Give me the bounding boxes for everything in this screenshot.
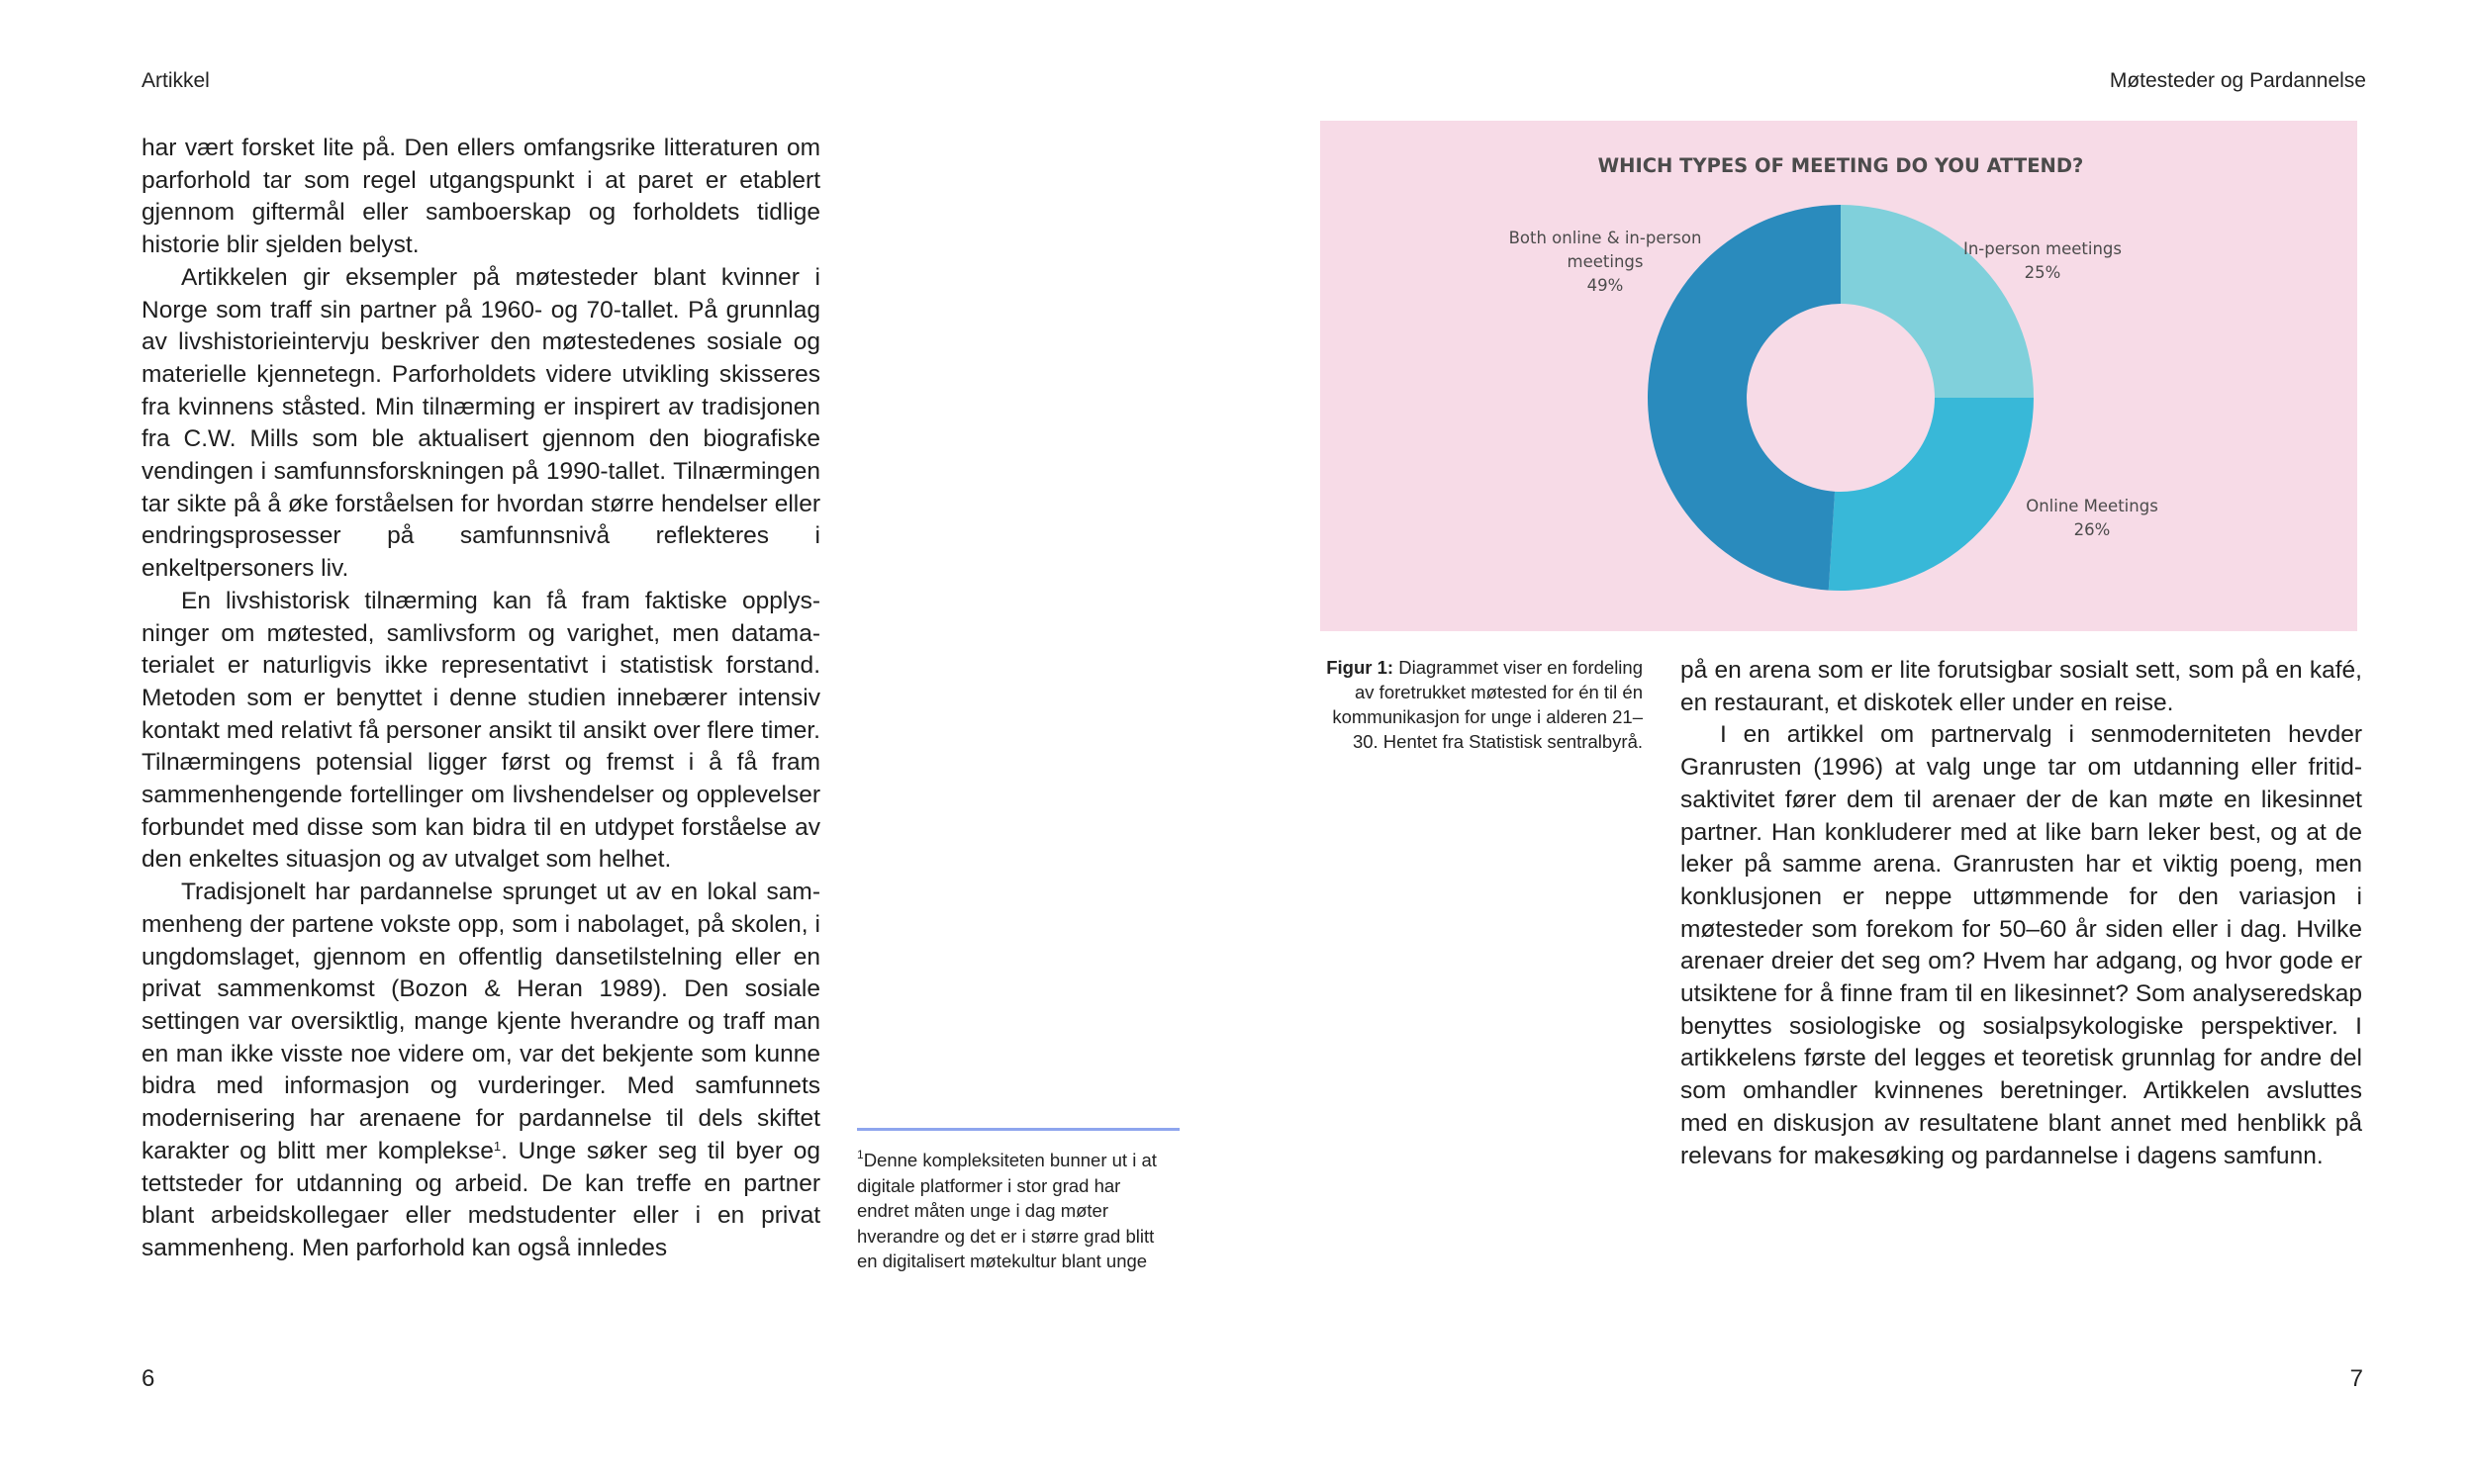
paragraph-text: . Unge søker seg til byer og tettsteder for utdanning og arbeid. De kan treffe en partner blant arbeidskollegaer eller medstudenter eller i en privat sammenheng. Men parforhold kan også innledes — [142, 1137, 820, 1261]
donut-chart-figure — [1320, 121, 2357, 631]
page-number-left: 6 — [142, 1365, 155, 1392]
slice-label: In-person meetings — [1962, 239, 2123, 258]
caption-label: Figur 1: — [1326, 657, 1394, 678]
page-number-right: 7 — [2349, 1365, 2363, 1392]
caption-text: Diagrammet viser en fordeling av foretrukket møtested for én til én kommunikasjon for unge i alderen 21–30. Hentet fra Statistisk sentralbyrå. — [1332, 657, 1643, 752]
figure-caption — [1316, 655, 1643, 754]
running-head-right: Møtesteder og Pardannelse — [2109, 69, 2366, 92]
donut-chart — [1320, 121, 2357, 631]
footnote-text: Denne kompleksiteten bunner ut i at digitale platformer i stor grad har endret måten unge i dag møter hverandre og det er i større grad blitt en digitalisert møtekultur blant unge — [857, 1150, 1157, 1271]
slice-value-label: 26% — [2073, 520, 2111, 539]
slice-value-label: 25% — [2024, 263, 2061, 282]
slice-value-label: 49% — [1586, 276, 1624, 295]
left-text-column — [142, 133, 820, 1265]
running-head-left: Artikkel — [142, 69, 210, 92]
slice-label: meetings — [1567, 252, 1644, 271]
donut-slice — [1841, 205, 2034, 398]
donut-slice — [1829, 398, 2034, 591]
chart-title: WHICH TYPES OF MEETING DO YOU ATTEND? — [1597, 154, 2084, 177]
paragraph: har vært forsket lite på. Den ellers omfangsrike litteraturen om parforhold tar som regel utgangspunkt i at paret er etablert gjennom giftermål eller samboerskap og forholdets tidlige historie blir sjelden belyst. — [142, 135, 820, 259]
paragraph: I en artikkel om partnervalg i senmoderniteten hevder Granrusten (1996) at valg unge tar om utdanning eller fritidsaktivitet fører dem til arenaer der de kan møte en likesinnet partner. Han konkluderer med at like barn leker best, og at de leker på samme arena. Granrusten har et viktig poeng, men konklusjonen er neppe uttømmende for den variasjon i møtesteder som forekom for 50–60 år siden eller i dag. Hvilke arenaer dreier det seg om? Hvem har adgang, og hvor gode er utsiktene for å finne fram til en likesinnet? Som analyseredskap benyttes sosiologiske og sosialpsykologiske perspektiver. I artikkelens første del legges et teoretisk grunnlag for andre del som omhandler kvinnenes beretninger. Artikkelen avsluttes med en diskusjon av resultatene blant annet med henblikk på relevans for makesøking og pardannelse i dagens samfunn. — [1680, 721, 2362, 1169]
footnote-reference[interactable]: 1 — [493, 1138, 502, 1154]
footnote-number: 1 — [857, 1148, 864, 1161]
footnote — [857, 1148, 1174, 1274]
donut-slice — [1648, 205, 1841, 591]
paragraph: En livshistorisk tilnærming kan få fram faktiske opplysninger om møtested, samlivsform og varighet, men datamaterialet er naturligvis ikke representativt i statistisk forstand. Metoden som er benyttet i denne studien innebærer intensiv kontakt med relativt få personer ansikt til ansikt over flere timer. Tilnærmingens potensial ligger først og fremst i å få fram sammenhengende fortellinger om livshendelser og opplevelser forbundet med disse som kan bidra til en utdypet forståelse av den enkeltes situasjon og av utvalget som helhet. — [142, 587, 820, 874]
paragraph — [142, 877, 820, 1264]
slice-label: Online Meetings — [2026, 497, 2158, 515]
footnote-divider — [857, 1128, 1180, 1131]
right-text-column — [1680, 655, 2362, 1172]
paragraph: på en arena som er lite forutsigbar sosialt sett, som på en kafé, en restaurant, et diskotek eller under en reise. — [1680, 657, 2362, 716]
paragraph: Artikkelen gir eksempler på møtesteder blant kvinner i Norge som traff sin partner på 1960- og 70-tallet. På grunnlag av livshistorieintervju beskriver den møtestedenes sosiale og materielle kjennetegn. Parforholdets videre utvikling skisseres fra kvinnens ståsted. Min tilnærming er inspirert av tradisjonen fra C.W. Mills som ble aktualisert gjennom den biografiske vendingen i samfunnsforskningen på 1990-tallet. Tilnærmingen tar sikte på å øke forståelsen for hvordan større hendelser eller endringsprosesser på samfunnsnivå reflekteres i enkeltpersoners liv. — [142, 263, 820, 583]
slice-label: Both online & in-person — [1508, 229, 1702, 247]
paragraph-text: Tradisjonelt har pardannelse sprunget ut av en lokal sammenheng der partene vokste opp, som i nabolaget, på skolen, i ungdomslaget, gjennom en offentlig dansetilstelning eller en privat sammenkomst (Bozon & Heran 1989). Den sosiale settingen var oversiktlig, mange kjente hverandre og traff man en man ikke visste noe videre om, var det bekjente som kunne bidra med informasjon og vurderinger. Med samfunnets modernisering har arenaene for pardannelse til dels skiftet karakter og blitt mer komplekse — [142, 879, 820, 1164]
